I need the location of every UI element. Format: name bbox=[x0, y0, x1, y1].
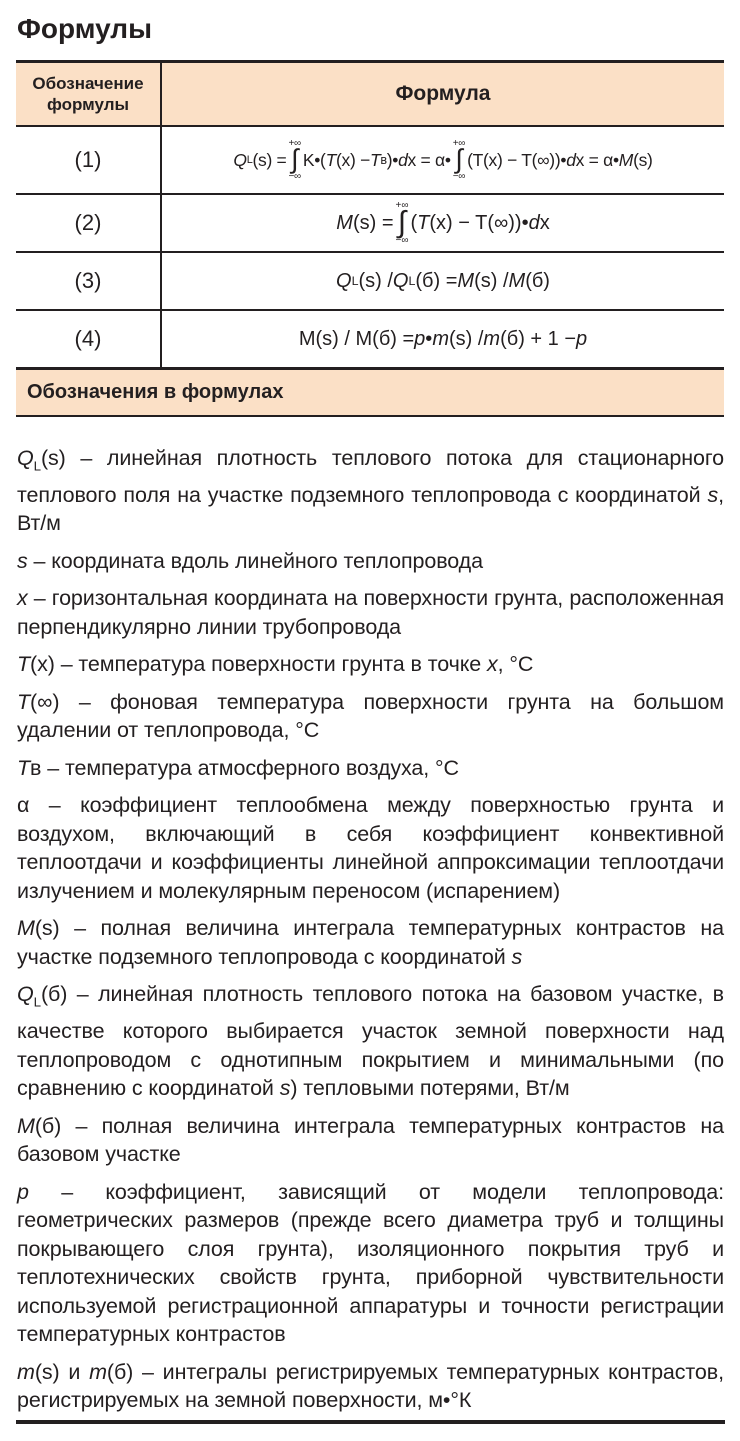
bottom-rule bbox=[16, 1420, 725, 1424]
definition-item: $Q_L(б)$ – линейная плотность теплового потока на базовом участке, в качестве которого выбирается участок земной поверхности над теплопроводом с однотипным покрытием и минимальными (по сравнению с координатой s) тепловыми потерями, Вт/м bbox=[17, 982, 724, 1101]
definition-item: T(x) – температура поверхности грунта в точке x, °С bbox=[17, 652, 534, 677]
definition-item: $Q_L(s)$ – линейная плотность теплового потока для стационарного теплового поля на участке подземного теплопровода с координатой s, Вт/м bbox=[17, 446, 724, 536]
table-row bbox=[16, 195, 724, 253]
formula-label: (1) bbox=[16, 127, 162, 193]
definition-item: s – координата вдоль линейного теплопровода bbox=[17, 548, 483, 573]
formula-expression: M(s) / M(б) = p • m (s) / m (б) + 1 − p bbox=[298, 327, 588, 350]
column-header-formula: Формула bbox=[395, 82, 491, 105]
page-title: Формулы bbox=[17, 13, 152, 44]
table-row bbox=[16, 127, 724, 195]
table-row bbox=[16, 311, 724, 367]
definition-item: M(s) – полная величина интеграла температурных контрастов на участке подземного теплопровода с координатой s bbox=[17, 916, 724, 969]
table-row bbox=[16, 253, 724, 311]
formula-label: (2) bbox=[16, 195, 162, 251]
formula-expression: Q L (s) / Q L (б) = M (s) / M (б) bbox=[336, 269, 550, 292]
table-header-row bbox=[16, 63, 724, 127]
formula-expression: Q L (s) = +∞ ∫ −∞ K•( T (x) − T в )• d x = α• +∞ ∫ −∞ (T(x) − T(∞))• d x = α• M (s) bbox=[233, 138, 653, 182]
formulas-table bbox=[16, 60, 724, 370]
column-header-designation: Обозначение формулы bbox=[16, 63, 162, 125]
definition-item: T(∞) – фоновая температура поверхности грунта на большом удалении от теплопровода, °С bbox=[17, 689, 724, 743]
formula-label: (4) bbox=[16, 311, 162, 367]
definition-item: M(б) – полная величина интеграла температурных контрастов на базовом участке bbox=[17, 1113, 724, 1167]
definitions-list bbox=[16, 444, 724, 1415]
definition-item: x – горизонтальная координата на поверхности грунта, расположенная перпендикулярно линии трубопровода bbox=[17, 586, 724, 639]
formula-expression: M (s) = +∞ ∫ −∞ ( T (x) − T(∞))• d x bbox=[336, 200, 550, 246]
definition-item: p – коэффициент, зависящий от модели теплопровода: геометрических размеров (прежде всего диаметра труб и толщины покрывающего слоя грунта), изоляционного покрытия труб и теплотехнических свойств грунта, приборной чувствительности используемой регистрационной аппаратуры и точности регистрации температурных контрастов bbox=[17, 1179, 724, 1347]
definition-item: Tв – температура атмосферного воздуха, °С bbox=[17, 755, 459, 780]
definition-item: α – коэффициент теплообмена между поверхностью грунта и воздухом, включающий в себя коэффициент конвективной теплоотдачи и коэффициенты линейной аппроксимации теплоотдачи излучением и молекулярным переносом (испарением) bbox=[17, 793, 724, 903]
definition-item: m(s) и m(б) – интегралы регистрируемых температурных контрастов, регистрируемых на земной поверхности, м•°К bbox=[17, 1359, 724, 1413]
table-body bbox=[16, 127, 724, 367]
legend-section-header: Обозначения в формулах bbox=[16, 370, 724, 417]
formula-label: (3) bbox=[16, 253, 162, 309]
